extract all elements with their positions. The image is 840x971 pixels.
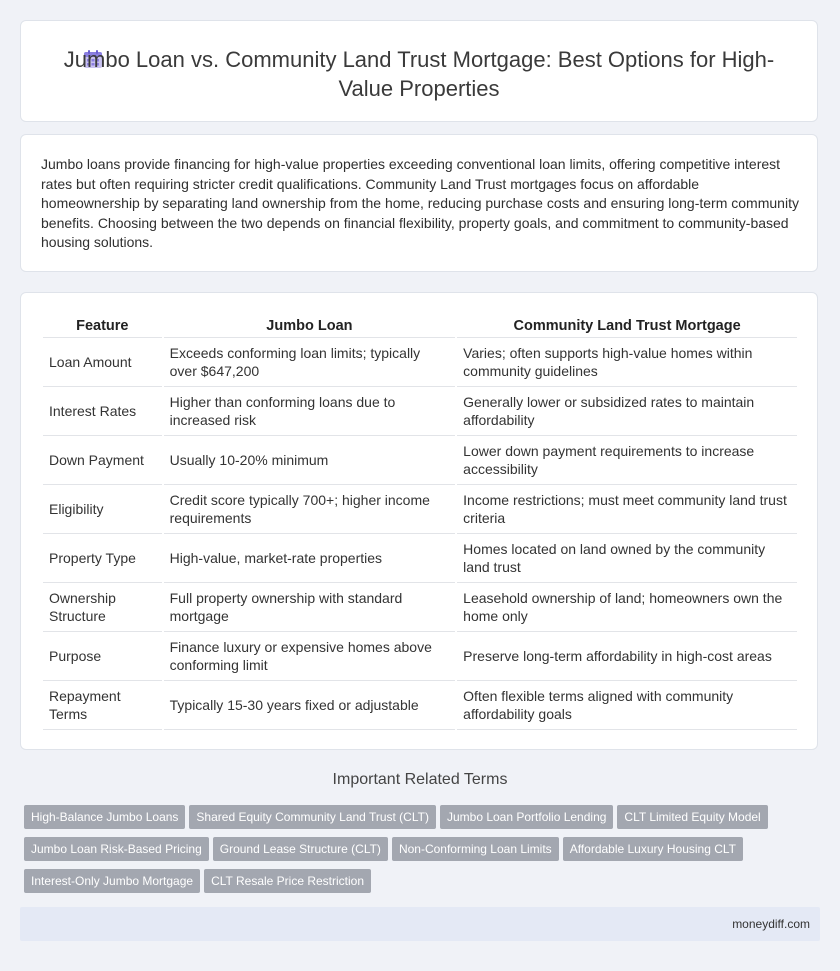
comparison-table xyxy=(41,315,799,730)
clt-cell: Income restrictions; must meet community land trust criteria xyxy=(457,485,797,534)
feature-cell: Property Type xyxy=(43,534,162,583)
intro-card xyxy=(20,134,818,272)
clt-cell: Often flexible terms aligned with community affordability goals xyxy=(457,681,797,730)
header-feature: Feature xyxy=(43,315,162,338)
related-term-tag[interactable]: Shared Equity Community Land Trust (CLT) xyxy=(189,805,436,829)
related-term-tag[interactable]: Jumbo Loan Portfolio Lending xyxy=(440,805,613,829)
related-term-tag[interactable]: CLT Resale Price Restriction xyxy=(204,869,371,893)
table-row xyxy=(43,387,797,436)
related-term-tag[interactable]: Jumbo Loan Risk-Based Pricing xyxy=(24,837,209,861)
table-row xyxy=(43,681,797,730)
jumbo-cell: Full property ownership with standard mortgage xyxy=(164,583,456,632)
related-term-tag[interactable]: High-Balance Jumbo Loans xyxy=(24,805,185,829)
feature-cell: Eligibility xyxy=(43,485,162,534)
related-terms-list xyxy=(24,805,814,901)
table-row xyxy=(43,583,797,632)
header-clt-mortgage: Community Land Trust Mortgage xyxy=(457,315,797,338)
feature-cell: Interest Rates xyxy=(43,387,162,436)
related-term-tag[interactable]: Interest-Only Jumbo Mortgage xyxy=(24,869,200,893)
table-header-row xyxy=(43,315,797,338)
header-jumbo-loan: Jumbo Loan xyxy=(164,315,456,338)
page-title: Jumbo Loan vs. Community Land Trust Mortgage: Best Options for High-Value Properties xyxy=(63,47,775,101)
feature-cell: Purpose xyxy=(43,632,162,681)
jumbo-cell: Exceeds conforming loan limits; typically over $647,200 xyxy=(164,338,456,387)
feature-cell: Repayment Terms xyxy=(43,681,162,730)
jumbo-cell: High-value, market-rate properties xyxy=(164,534,456,583)
table-row xyxy=(43,534,797,583)
jumbo-cell: Credit score typically 700+; higher income requirements xyxy=(164,485,456,534)
jumbo-cell: Higher than conforming loans due to increased risk xyxy=(164,387,456,436)
table-row xyxy=(43,632,797,681)
related-term-tag[interactable]: Non-Conforming Loan Limits xyxy=(392,837,559,861)
comparison-card xyxy=(20,292,818,750)
clt-cell: Homes located on land owned by the community land trust xyxy=(457,534,797,583)
clt-cell: Generally lower or subsidized rates to maintain affordability xyxy=(457,387,797,436)
feature-cell: Ownership Structure xyxy=(43,583,162,632)
jumbo-cell: Usually 10-20% minimum xyxy=(164,436,456,485)
intro-paragraph: Jumbo loans provide financing for high-value properties exceeding conventional loan limits, offering competitive interest rates but often requiring stricter credit qualifications. Community Land Trust mortgages focus on affordable homeownership by separating land ownership from the home, reducing purchase costs and ensuring long-term community benefits. Choosing between the two depends on financial flexibility, property goals, and commitment to community-based housing solutions. xyxy=(41,156,799,250)
title-card xyxy=(20,20,818,122)
clt-cell: Leasehold ownership of land; homeowners own the home only xyxy=(457,583,797,632)
related-term-tag[interactable]: CLT Limited Equity Model xyxy=(617,805,767,829)
related-terms-heading: Important Related Terms xyxy=(332,771,508,788)
table-row xyxy=(43,338,797,387)
related-term-tag[interactable]: Ground Lease Structure (CLT) xyxy=(213,837,388,861)
footer-bar xyxy=(20,907,820,941)
site-name[interactable]: moneydiff.com xyxy=(732,917,810,931)
table-row xyxy=(43,485,797,534)
table-row xyxy=(43,436,797,485)
feature-cell: Loan Amount xyxy=(43,338,162,387)
jumbo-cell: Typically 15-30 years fixed or adjustable xyxy=(164,681,456,730)
feature-cell: Down Payment xyxy=(43,436,162,485)
clt-cell: Preserve long-term affordability in high-cost areas xyxy=(457,632,797,681)
jumbo-cell: Finance luxury or expensive homes above conforming limit xyxy=(164,632,456,681)
related-term-tag[interactable]: Affordable Luxury Housing CLT xyxy=(563,837,743,861)
clt-cell: Lower down payment requirements to increase accessibility xyxy=(457,436,797,485)
clt-cell: Varies; often supports high-value homes within community guidelines xyxy=(457,338,797,387)
